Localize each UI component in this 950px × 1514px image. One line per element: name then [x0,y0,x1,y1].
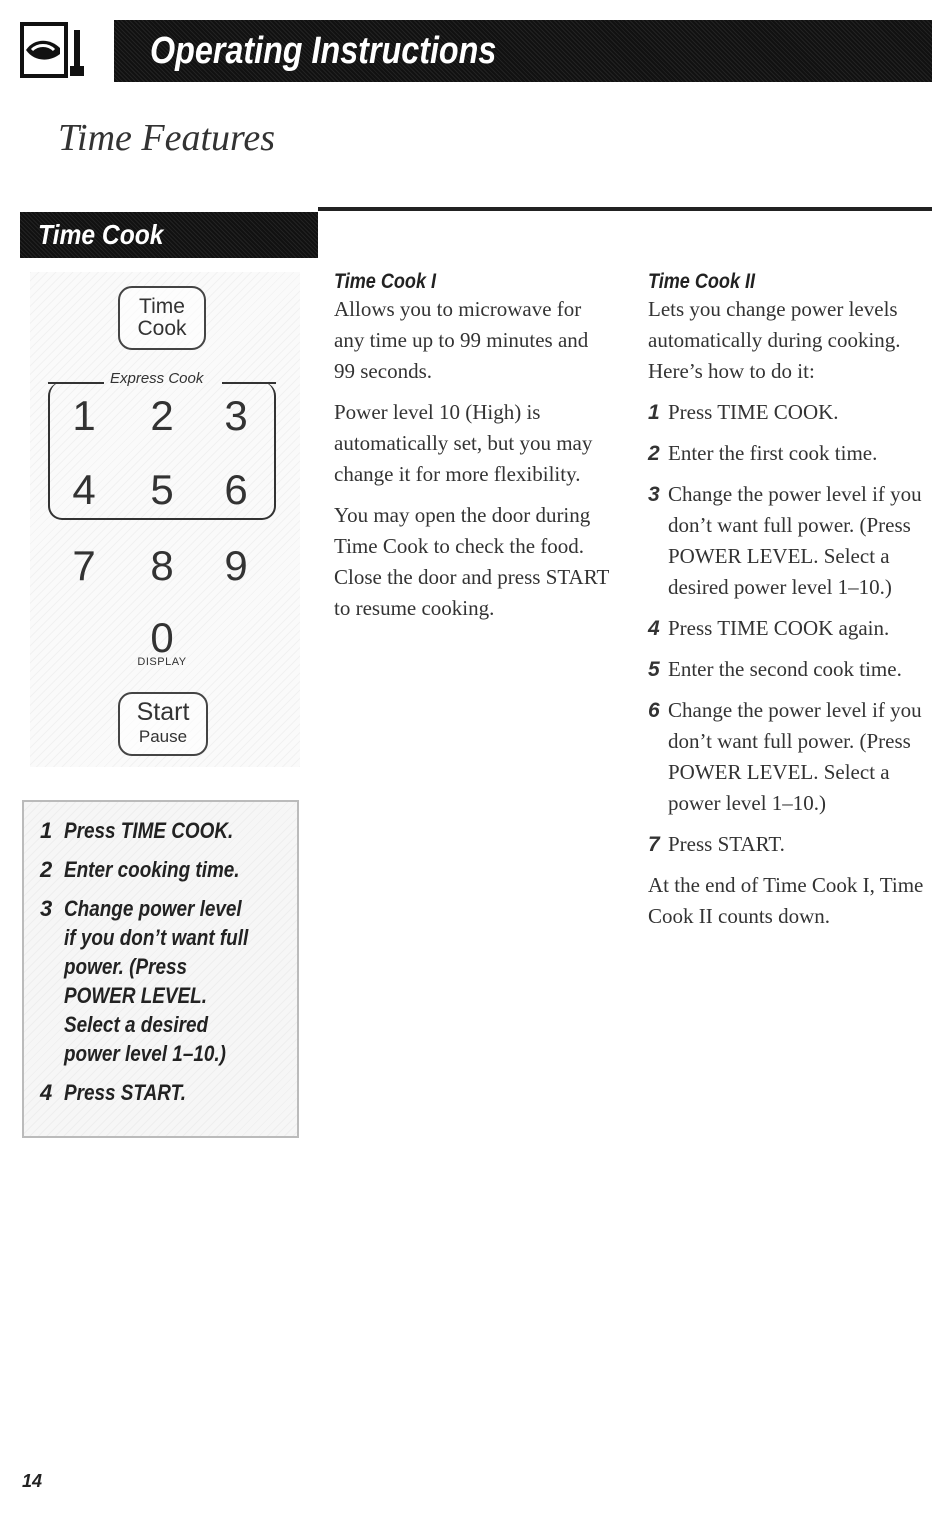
digit-key-8: 8 [150,542,174,589]
header-title: Operating Instructions [150,30,497,72]
quick-step [40,894,283,1068]
digit-key-6: 6 [224,466,248,513]
time-cook-1-paragraph: You may open the door during Time Cook to check the food. Close the door and press START to resume cooking. [334,503,609,620]
time-cook-2-step [648,479,938,603]
time-cook-2-step [648,438,938,469]
time-cook-2-step-text: Press START. [668,832,785,856]
time-cook-2-outro: At the end of Time Cook I, Time Cook II counts down. [648,873,924,928]
time-cook-2-step-text: Enter the first cook time. [668,441,878,465]
express-cook-bracket-top [48,382,104,384]
time-cook-2-step-number: 1 [648,401,660,424]
quick-step [40,816,283,845]
digit-key-4: 4 [72,466,96,513]
quick-step-text: Change power level if you don’t want full power. (Press POWER LEVEL. Select a desired power level 1–10.) [64,896,249,1066]
digit-key-9: 9 [224,542,248,589]
hand-pointer-icon [20,20,92,80]
page-number: 14 [22,1471,43,1491]
time-cook-key-line2: Cook [137,317,187,340]
digit-key-0: 0 [150,614,174,661]
quick-step-number: 1 [40,818,53,843]
time-cook-2-step [648,829,938,860]
display-label: DISPLAY [137,656,187,668]
time-cook-key-line1: Time [139,295,185,318]
pause-key-label: Pause [138,727,188,746]
section-rule [318,207,932,211]
time-cook-2-step [648,654,938,685]
start-pause-key [118,692,208,756]
time-cook-1-column [334,270,610,634]
quick-step-number: 2 [40,857,53,882]
time-cook-2-step-text: Change the power level if you don’t want full power. (Press POWER LEVEL. Select a desired power level 1–10.) [668,482,922,599]
logo [20,18,96,82]
quick-step [40,855,283,884]
express-cook-label: Express Cook [110,370,204,387]
digit-key-2: 2 [150,392,174,439]
time-cook-2-step [648,613,938,644]
time-cook-2-step-number: 4 [648,617,660,640]
express-cook-bracket-top [222,382,276,384]
time-cook-2-step [648,397,938,428]
quick-steps-box [22,800,299,1138]
quick-step-text: Press TIME COOK. [64,818,234,843]
time-cook-key [118,286,206,350]
digit-key-5: 5 [150,466,174,513]
time-cook-2-step-number: 7 [648,833,660,856]
time-cook-2-step-number: 2 [648,442,660,465]
quick-step-text: Press START. [64,1080,186,1105]
time-cook-bar-title: Time Cook [38,219,164,250]
time-cook-2-column [648,270,938,942]
time-cook-2-heading: Time Cook II [648,270,756,293]
time-cook-2-intro: Lets you change power levels automatically during cooking. Here’s how to do it: [648,297,901,383]
time-cook-2-step-number: 3 [648,483,660,506]
time-cook-2-step [648,695,938,819]
time-cook-2-step-text: Press TIME COOK again. [668,616,890,640]
quick-step-number: 3 [40,896,53,921]
digit-key-7: 7 [72,542,96,589]
start-key-label: Start [136,698,190,726]
time-cook-2-step-text: Press TIME COOK. [668,400,839,424]
time-cook-2-step-number: 6 [648,699,660,722]
quick-step [40,1078,283,1107]
time-cook-1-paragraph: Allows you to microwave for any time up to 99 minutes and 99 seconds. [334,297,589,383]
time-cook-1-heading: Time Cook I [334,270,437,293]
time-cook-2-step-text: Enter the second cook time. [668,657,902,681]
quick-step-number: 4 [40,1080,53,1105]
time-cook-2-step-text: Change the power level if you don’t want full power. (Press POWER LEVEL. Select a power level 1–10.) [668,698,922,815]
section-title: Time Features [58,117,276,159]
digit-key-3: 3 [224,392,248,439]
digit-key-1: 1 [72,392,96,439]
time-cook-2-step-number: 5 [648,658,660,681]
time-cook-1-paragraph: Power level 10 (High) is automatically set, but you may change it for more flexibility. [334,400,593,486]
quick-step-text: Enter cooking time. [64,857,240,882]
